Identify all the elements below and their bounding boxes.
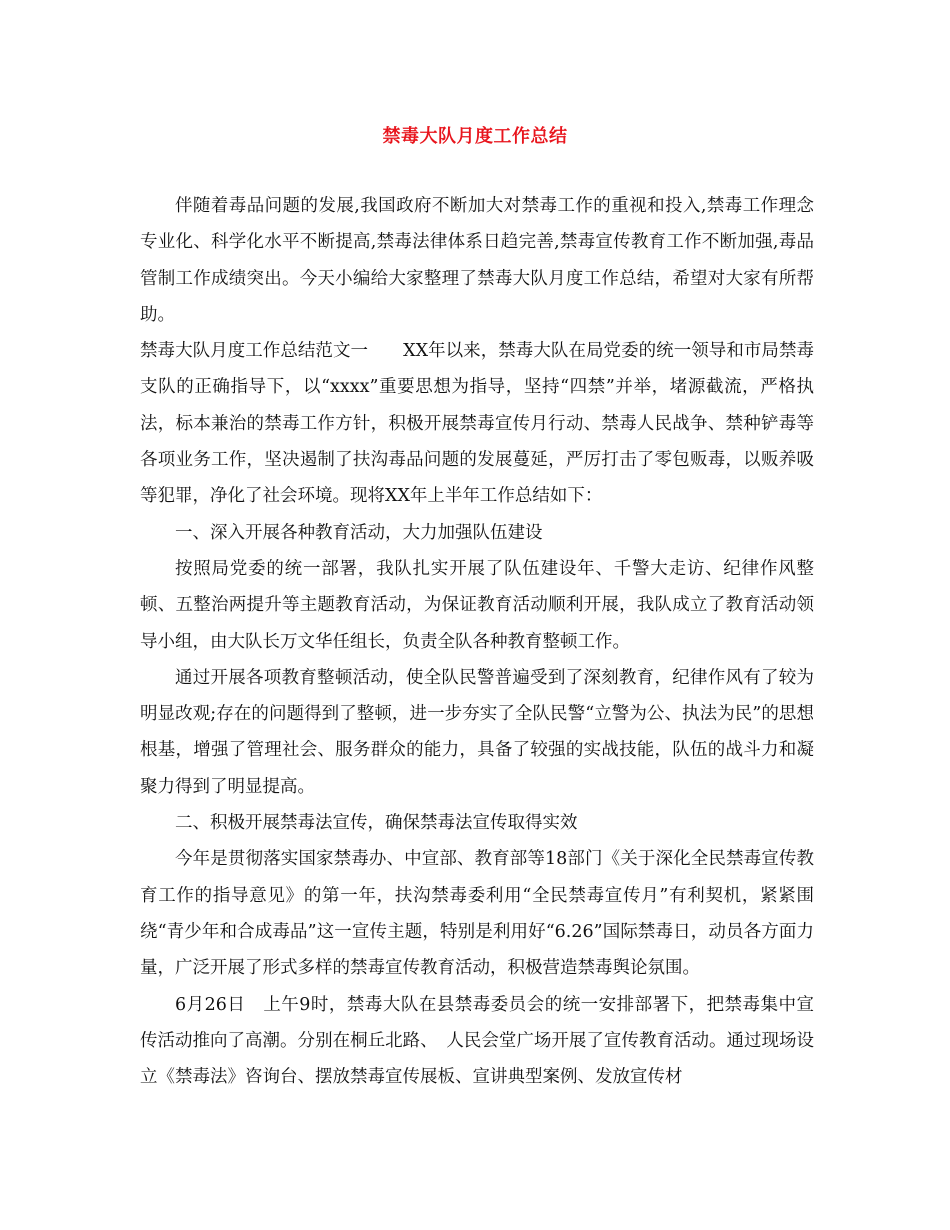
paragraph-education-results: 通过开展各项教育整顿活动，使全队民警普遍受到了深刻教育，纪律作风有了较为明显改观;存在的问题得到了整顿，进一步夯实了全队民警“立警为公、执法为民”的思想根基，增强了管理社会、服务群众的能力，具备了较强的实战技能，队伍的战斗力和凝聚力得到了明显提高。 (140, 667, 814, 797)
paragraph-education-activities: 按照局党委的统一部署，我队扎实开展了队伍建设年、千警大走访、纪律作风整顿、五整治两提升等主题教育活动，为保证教育活动顺利开展，我队成立了教育活动领导小组，由大队长万文华任组长，负责全队各种教育整顿工作。 (140, 558, 814, 652)
section-heading-two: 二、积极开展禁毒法宣传，确保禁毒法宣传取得实效 (175, 813, 578, 834)
document-body (140, 188, 814, 1095)
section-heading-one: 一、深入开展各种教育活动，大力加强队伍建设 (175, 522, 543, 543)
paragraph-june-26: 6月26日 上午9时，禁毒大队在县禁毒委员会的统一安排部署下，把禁毒集中宣传活动推向了高潮。分别在桐丘北路、 人民会堂广场开展了宣传教育活动。通过现场设立《禁毒法》咨询台、摆放禁毒宣传展板、宣讲典型案例、发放宣传材 (140, 994, 814, 1088)
paragraph-publicity: 今年是贯彻落实国家禁毒办、中宣部、教育部等18部门《关于深化全民禁毒宣传教育工作的指导意见》的第一年，扶沟禁毒委利用“全民禁毒宣传月”有利契机，紧紧围绕“青少年和合成毒品”这一宣传主题，特别是利用好“6.26”国际禁毒日，动员各方面力量，广泛开展了形式多样的禁毒宣传教育活动，积极营造禁毒舆论氛围。 (140, 849, 814, 979)
document-title: 禁毒大队月度工作总结 (382, 126, 568, 147)
paragraph-intro: 伴随着毒品问题的发展,我国政府不断加大对禁毒工作的重视和投入,禁毒工作理念专业化、科学化水平不断提高,禁毒法律体系日趋完善,禁毒宣传教育工作不断加强,毒品管制工作成绩突出。今天小编给大家整理了禁毒大队月度工作总结，希望对大家有所帮助。 (140, 196, 814, 325)
paragraph-sample-one: 禁毒大队月度工作总结范文一 XX年以来，禁毒大队在局党委的统一领导和市局禁毒支队的正确指导下，以“xxxx”重要思想为指导，坚持“四禁”并举，堵源截流，严格执法，标本兼治的禁毒工作方针，积极开展禁毒宣传月行动、禁毒人民战争、禁种铲毒等各项业务工作，坚决遏制了扶沟毒品问题的发展蔓延，严厉打击了零包贩毒，以贩养吸等犯罪，净化了社会环境。现将XX年上半年工作总结如下： (140, 341, 814, 507)
